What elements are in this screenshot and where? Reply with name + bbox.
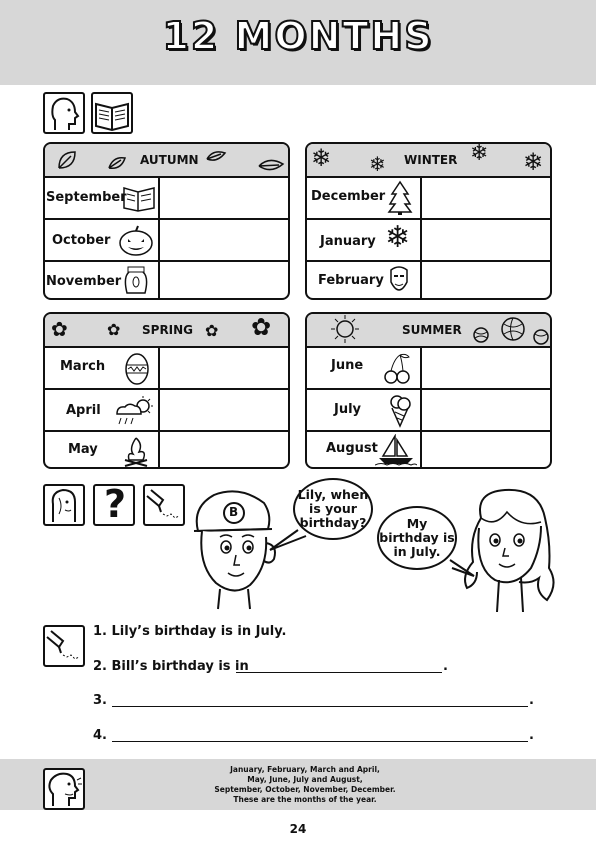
christmas-tree-icon [387, 180, 413, 216]
bubble-line: in July. [393, 544, 441, 559]
month-label: April [66, 403, 101, 418]
season-header [45, 314, 288, 348]
beach-ball-icon [500, 316, 526, 342]
month-label: September [46, 190, 127, 205]
boy-bubble-tail [268, 528, 308, 552]
season-name: WINTER [404, 153, 458, 167]
cherries-icon [382, 351, 412, 385]
easter-egg-icon [123, 351, 151, 387]
leaf-icon [205, 147, 227, 165]
speak-icon [43, 484, 85, 526]
month-row [45, 178, 288, 220]
girl-speech-bubble [377, 506, 457, 570]
task-period: . [443, 659, 448, 674]
girl-illustration [455, 488, 565, 613]
rhyme-line: January, February, March and April, [230, 765, 380, 774]
snowflake-icon: ❄ [311, 144, 332, 172]
season-table-summer [305, 312, 552, 469]
school-book-icon [122, 184, 156, 212]
flower-icon: ✿ [251, 313, 272, 341]
month-row [307, 348, 550, 390]
month-row [45, 432, 288, 469]
read-book-icon [91, 92, 133, 134]
month-label: November [46, 274, 122, 289]
season-header [45, 144, 288, 178]
month-row [45, 348, 288, 390]
ice-cream-icon [387, 392, 413, 428]
ball-icon [532, 328, 550, 346]
month-row [45, 390, 288, 432]
month-row [307, 178, 550, 220]
sailboat-icon [375, 434, 417, 466]
task-text: Lily’s birthday is in July. [111, 624, 287, 639]
month-label: January [320, 234, 376, 249]
task-3 [93, 693, 107, 708]
season-name: AUTUMN [140, 153, 199, 167]
month-row [45, 220, 288, 262]
say-rhyme-icon [43, 768, 85, 810]
month-row [307, 390, 550, 432]
snowflake-icon: ❄ [369, 152, 386, 176]
rhyme-line: September, October, November, December. [214, 785, 396, 794]
leaf-icon [257, 156, 285, 174]
task-number: 4. [93, 728, 107, 743]
rhyme-line: These are the months of the year. [233, 795, 377, 804]
month-label: March [60, 359, 106, 374]
months-rhyme [200, 765, 410, 805]
task-1 [93, 624, 286, 639]
flower-icon: ✿ [107, 320, 121, 339]
listen-icon [43, 92, 85, 134]
ball-icon [472, 326, 490, 344]
write-icon [143, 484, 185, 526]
sun-icon [327, 314, 363, 344]
month-label: February [318, 273, 384, 288]
pumpkin-icon [116, 223, 156, 257]
season-table-spring [43, 312, 290, 469]
bubble-line: Lily, when [297, 487, 369, 502]
month-label: October [52, 233, 111, 248]
rhyme-line: May, June, July and August, [247, 775, 363, 784]
snowflake-icon: ❄ [523, 148, 544, 176]
task-number: 3. [93, 693, 107, 708]
write-icon [43, 625, 85, 667]
question-mark-glyph: ? [104, 482, 127, 526]
season-header [307, 314, 550, 348]
season-table-autumn [43, 142, 290, 300]
question-icon [93, 484, 135, 526]
bubble-line: birthday is [379, 530, 455, 545]
month-label: June [331, 358, 364, 373]
month-row [307, 432, 550, 469]
carnival-mask-icon [387, 264, 411, 298]
bubble-line: birthday? [299, 515, 367, 530]
girl-bubble-tail [448, 556, 478, 580]
task-text: Bill’s birthday is in [111, 659, 249, 674]
answer-line[interactable] [112, 706, 528, 707]
season-table-winter [305, 142, 552, 300]
leaf-icon [107, 154, 127, 172]
task-number: 2. [93, 659, 107, 674]
cap-letter: B [229, 505, 239, 519]
snowflake-icon: ❄ [470, 142, 489, 166]
month-label: July [334, 402, 362, 417]
page-number: 24 [289, 822, 307, 836]
snowflake-icon: ❄ [385, 220, 411, 255]
bubble-line: is your [309, 501, 357, 516]
task-number: 1. [93, 624, 107, 639]
page-title: 12 MONTHS [162, 14, 434, 58]
leaf-icon [55, 148, 79, 172]
flower-icon: ✿ [205, 321, 219, 340]
sun-rain-icon [113, 394, 157, 426]
month-label: December [311, 189, 386, 204]
jar-icon [123, 265, 149, 297]
bonfire-icon [121, 434, 151, 468]
month-row [45, 262, 288, 300]
bubble-line: My [406, 516, 428, 531]
month-row [307, 220, 550, 262]
task-4 [93, 728, 107, 743]
season-name: SUMMER [402, 323, 462, 337]
answer-line[interactable] [236, 672, 442, 673]
month-row [307, 262, 550, 300]
flower-icon: ✿ [51, 317, 68, 341]
month-label: August [326, 441, 378, 456]
task-period: . [529, 728, 534, 743]
season-name: SPRING [142, 323, 194, 337]
season-header [307, 144, 550, 178]
task-period: . [529, 693, 534, 708]
answer-line[interactable] [112, 741, 528, 742]
task-2 [93, 659, 249, 674]
month-label: May [68, 442, 98, 457]
